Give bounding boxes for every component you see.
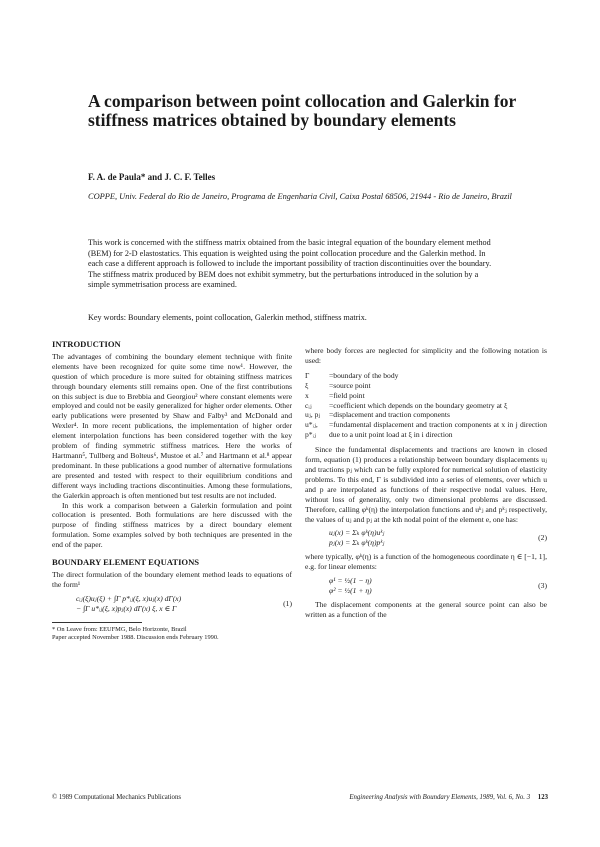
- footnote-leave: * On Leave from: EEUFMG, Belo Horizonte, Brazil: [52, 625, 187, 633]
- notation-list: [305, 371, 547, 440]
- equation-3-line-2: φ² = ½(1 + η): [329, 585, 372, 595]
- equation-2: [305, 528, 547, 548]
- equation-2-line-2: pⱼ(x) = Σₖ φᵏ(η)pᵏⱼ: [329, 538, 385, 548]
- author-affiliation: COPPE, Univ. Federal do Rio de Janeiro, Programa de Engenharia Civil, Caixa Postal 68506, 21944 - Rio de Janeiro, Brazil: [88, 192, 512, 201]
- notation-symbol: Γ: [305, 370, 310, 380]
- equation-2-number: (2): [538, 533, 547, 543]
- left-column: [52, 340, 292, 642]
- equation-3-number: (3): [538, 580, 547, 590]
- right-paragraph-2: Since the fundamental displacements and tractions are known in closed form, equation (1) produces a relationship between boundary displacements uⱼ and tractions pⱼ which can be fully explored for numerical solution of elasticity problems. To this end, Γ is subdivided into a series of elements, over which u and p are interpolated as functions of their respective nodal values. Here, without loss of generality, only two dimensional problems are discussed. Therefore, calling φᵏ(η) the interpolation functions and uᵏⱼ and pᵏⱼ respectively, the values of uⱼ and pⱼ at the kth nodal point of the element e, one has:: [305, 445, 547, 524]
- notation-item: [305, 371, 547, 381]
- notation-description: =coefficient which depends on the boundary geometry at ξ: [329, 400, 508, 410]
- equation-2-line-1: uⱼ(x) = Σₖ φᵏ(η)uᵏⱼ: [329, 528, 385, 538]
- journal-citation: Engineering Analysis with Boundary Elements, 1989, Vol. 6, No. 3: [349, 794, 531, 801]
- page-footer: [52, 794, 548, 801]
- notation-description: =field point: [329, 390, 365, 400]
- notation-symbol: u*ᵢⱼ, p*ᵢⱼ: [305, 420, 318, 440]
- equation-1: [52, 594, 292, 614]
- notation-symbol: ξ: [305, 380, 309, 390]
- page-number: 123: [537, 794, 548, 801]
- notation-symbol: uⱼ, pⱼ: [305, 410, 321, 420]
- right-paragraph-4: The displacement components at the general source point can also be written as a function of the: [305, 599, 547, 619]
- right-paragraph-1: where body forces are neglected for simplicity and the following notation is used:: [305, 346, 547, 365]
- paper-abstract: This work is concerned with the stiffness matrix obtained from the basic integral equation of the boundary element method (BEM) for 2-D elastostatics. This equation is weighted using the point collocation procedure and the Galerkin method. In each case a different approach is followed to include the important possibility of traction discontinuities over the boundary. The stiffness matrix produced by BEM does not exhibit symmetry, but the perturbations introduced in the solution by a simple symmetrisation process are examined.: [88, 238, 492, 290]
- equation-3-line-1: φ¹ = ½(1 − η): [329, 576, 372, 586]
- paper-keywords: Key words: Boundary elements, point collocation, Galerkin method, stiffness matrix.: [88, 313, 367, 322]
- right-paragraph-3: where typically, φᵏ(η) is a function of the homogeneous coordinate η ∈ [−1, 1], e.g. for linear elements:: [305, 552, 547, 572]
- intro-paragraph-1: The advantages of combining the boundary element technique with finite elements have been recognized for quite some time now¹. However, the question of which procedure is more suited for obtaining stiffness matrices through boundary elements still remains open. One of the first contributions on this subject is due to Brebbia and Georgiou² where constant elements were employed and could not be easily generalized for higher order elements. Other early publications were presented by Shaw and Falby³ and McDonald and Wexler⁴. In more recent publications, the implementation of higher order element interpolation functions has been considered together with the key problem of finding symmetric stiffness matrices. Here the works of Hartmann⁵, Tullberg and Bolteus⁶, Mustoe et al.⁷ and Hartmann et al.⁸ appear predominant. In these publications a good number of alternative formulations are presented and tested with respect to their equilibrium conditions and different ways including tractions discontinuities. Among these formulations, the Galerkin approach is often mentioned but test results are not included.: [52, 351, 292, 500]
- copyright-notice: © 1989 Computational Mechanics Publications: [52, 794, 182, 801]
- notation-symbol: x: [305, 390, 309, 400]
- notation-item: [305, 381, 547, 391]
- equation-3: [305, 576, 547, 596]
- section-heading-introduction: INTRODUCTION: [52, 339, 121, 349]
- notation-item: [305, 420, 547, 440]
- notation-item: [305, 410, 547, 420]
- notation-description: =fundamental displacement and traction components at x in j direction due to a unit point load at ξ in i direction: [329, 420, 547, 440]
- right-column: [305, 346, 547, 620]
- bee-paragraph-1: The direct formulation of the boundary element method leads to equations of the form¹: [52, 569, 292, 589]
- notation-item: [305, 401, 547, 411]
- equation-1-number: (1): [283, 598, 292, 608]
- footnote-divider: [52, 622, 142, 623]
- section-heading-boundary-element-equations: BOUNDARY ELEMENT EQUATIONS: [52, 557, 200, 568]
- notation-description: =source point: [329, 380, 371, 390]
- footnote-accepted: Paper accepted November 1988. Discussion ends February 1990.: [52, 633, 219, 641]
- notation-description: =displacement and traction components: [329, 410, 450, 420]
- notation-item: [305, 391, 547, 401]
- equation-1-line-1: cᵢⱼ(ξ)uⱼ(ξ) + ∫Γ p*ᵢⱼ(ξ, x)uⱼ(x) dΓ(x): [76, 593, 182, 603]
- paper-authors: F. A. de Paula* and J. C. F. Telles: [88, 172, 216, 182]
- notation-symbol: cᵢⱼ: [305, 400, 312, 410]
- equation-1-line-2: − ∫Γ u*ᵢⱼ(ξ, x)pⱼ(x) dΓ(x) ξ, x ∈ Γ: [76, 603, 177, 613]
- paper-title: A comparison between point collocation and Galerkin for stiffness matrices obtained by boundary elements: [88, 91, 516, 130]
- notation-description: =boundary of the body: [329, 370, 399, 380]
- intro-paragraph-2: In this work a comparison between a Galerkin formulation and point collocation is presented. Both formulations are here discussed with the purpose of finding stiffness matrices by a direct boundary element formulation. Some examples solved by both techniques are presented in the end of the paper.: [52, 500, 292, 550]
